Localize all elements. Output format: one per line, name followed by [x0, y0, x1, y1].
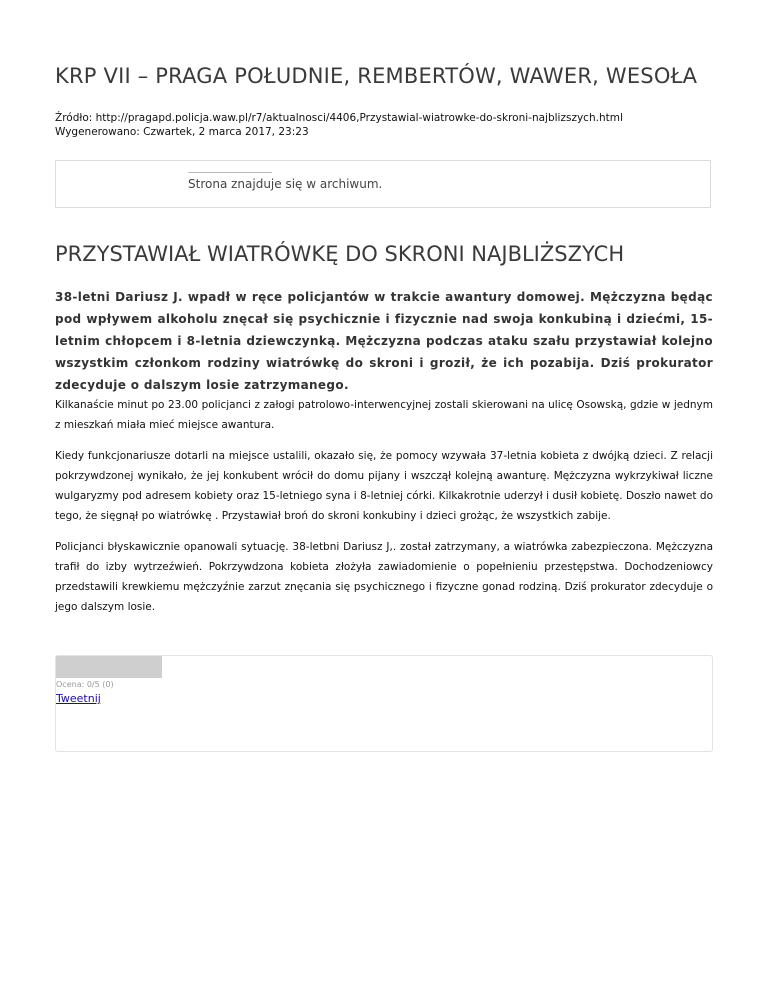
article-paragraph: Policjanci błyskawicznie opanowali sytuację. 38-letbni Dariusz J,. został zatrzymany, a wiatrówka zabezpieczona. Mężczyzna trafił do izby wytrzeźwień. Pokrzywdzona kobieta złożyła zawiadomienie o popełnieniu przestępstwa. Dochodzeniowcy przedstawili krewkiemu mężczyźnie zarzut znęcania się psychicznego i fizyczne gonad rodziną. Dziś prokurator zdecyduje o jego dalszym losie.: [55, 541, 713, 613]
generated-line: Wygenerowano: Czwartek, 2 marca 2017, 23:23: [55, 126, 309, 138]
article-lead: 38-letni Dariusz J. wpadł w ręce policjantów w trakcie awantury domowej. Mężczyzna będąc pod wpływem alkoholu znęcał się psychicznie i fizycznie nad swoja konkubiną i dziećmi, 15-letnim chłopcem i 8-letnia dziewczynką. Mężczyzna podczas ataku szału przystawiał kolejno wszystkim członkom rodziny wiatrówkę do skroni i groził, że ich pozabija. Dziś prokurator zdecyduje o dalszym losie zatrzymanego.: [55, 290, 713, 392]
rating-text: Ocena: 0/5 (0): [56, 680, 114, 689]
rating-box: [55, 655, 713, 752]
rating-stars[interactable]: [56, 656, 162, 678]
archive-notice-box: [55, 160, 711, 208]
site-title: KRP VII – PRAGA POŁUDNIE, REMBERTÓW, WAWER, WESOŁA: [55, 64, 698, 88]
article-paragraph: Kiedy funkcjonariusze dotarli na miejsce ustalili, okazało się, że pomocy wzywała 37-letnia kobieta z dwójką dzieci. Z relacji pokrzywdzonej wynikało, że jej konkubent wrócił do domu pijany i wszczął kolejną awanturę. Mężczyzna wykrzykiwał liczne wulgaryzmy pod adresem kobiety oraz 15-letniego syna i 8-letniej córki. Kilkakrotnie uderzył i dusił kobietę. Doszło nawet do tego, że sięgnął po wiatrówkę . Przystawiał broń do skroni konkubiny i dzieci grożąc, że wszystkich zabije.: [55, 450, 713, 522]
source-line: Źródło: http://pragapd.policja.waw.pl/r7/aktualnosci/4406,Przystawial-wiatrowke-do-skroni-najblizszych.html: [55, 112, 623, 124]
article-paragraph: Kilkanaście minut po 23.00 policjanci z załogi patrolowo-interwencyjnej zostali skierowani na ulicę Osowską, gdzie w jednym z mieszkań miała mieć miejsce awantura.: [55, 399, 713, 431]
archive-notice-text: Strona znajduje się w archiwum.: [188, 177, 383, 191]
article-body: [55, 395, 713, 628]
archive-divider: [188, 172, 272, 173]
article-title: PRZYSTAWIAŁ WIATRÓWKĘ DO SKRONI NAJBLIŻSZYCH: [55, 242, 625, 266]
tweet-link[interactable]: Tweetnij: [56, 692, 101, 705]
source-meta: [55, 111, 623, 139]
